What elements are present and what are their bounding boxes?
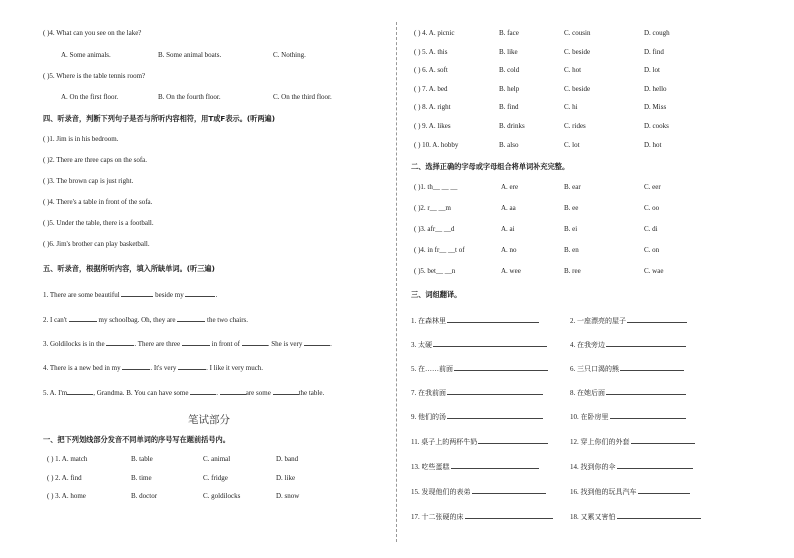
sec1-row-1-num: ( ) 1. A. match — [47, 455, 88, 463]
sec1-row-4-d: D. cough — [644, 29, 670, 37]
left-column — [0, 0, 395, 558]
answer-line[interactable] — [606, 387, 686, 395]
sec2-row-4-num: ( )4. in fr__ __t of — [414, 246, 465, 254]
sec1-row-10-d: D. hot — [644, 141, 662, 149]
sec1-row-1-b: B. table — [131, 455, 153, 463]
fill-blank[interactable] — [106, 338, 134, 346]
written-section-title: 笔试部分 — [188, 414, 230, 426]
sec1-row-2-b: B. time — [131, 474, 152, 482]
sec2-row-1-num: ( )1. th__ __ __ — [414, 183, 458, 191]
translate-item-16: 16. 找到他的玩具汽车 — [570, 486, 690, 497]
q5-option-a: A. On the first floor. — [61, 93, 119, 101]
fill-blank[interactable] — [220, 387, 246, 395]
question-5-stem: ( )5. Where is the table tennis room? — [43, 72, 146, 80]
sec2-row-3-c: C. di — [644, 225, 658, 233]
sec1-row-2-num: ( ) 2. A. find — [47, 474, 82, 482]
column-divider — [396, 22, 397, 542]
answer-line[interactable] — [631, 436, 695, 444]
sec2-row-4-a: A. no — [501, 246, 517, 254]
sec1-row-1-c: C. animal — [203, 455, 231, 463]
sec1-row-9-b: B. drinks — [499, 122, 525, 130]
sec1-row-1-d: D. band — [276, 455, 299, 463]
fill-blank[interactable] — [178, 362, 206, 370]
sec1-row-5-c: C. beside — [564, 48, 591, 56]
sec1-row-10-c: C. lot — [564, 141, 580, 149]
answer-line[interactable] — [472, 486, 546, 494]
sec1-row-5-num: ( ) 5. A. this — [414, 48, 448, 56]
sec1-row-4-num: ( ) 4. A. picnic — [414, 29, 455, 37]
section-1-title: 一、把下列划线部分发音不同单词的序号写在题前括号内。 — [43, 435, 230, 444]
sec2-row-1-c: C. eer — [644, 183, 661, 191]
sec2-row-4-b: B. en — [564, 246, 579, 254]
translate-item-11: 11. 桌子上的两杯牛奶 — [411, 436, 548, 447]
answer-line[interactable] — [478, 436, 548, 444]
fill-blank[interactable] — [182, 338, 210, 346]
sec1-row-5-b: B. like — [499, 48, 518, 56]
sec2-row-2-c: C. oo — [644, 204, 660, 212]
sec2-row-4-c: C. on — [644, 246, 660, 254]
sec2-row-3-a: A. ai — [501, 225, 515, 233]
sec1-row-2-d: D. like — [276, 474, 296, 482]
sec1-row-6-c: C. hot — [564, 66, 582, 74]
answer-line[interactable] — [451, 461, 539, 469]
sec1-row-6-b: B. cold — [499, 66, 520, 74]
sec5-line-3: 3. Goldilocks is in the . There are three in front of . She is very . — [43, 340, 332, 348]
translate-item-3: 3. 太硬 — [411, 339, 547, 350]
sec1-row-3-c: C. goldilocks — [203, 492, 241, 500]
answer-line[interactable] — [447, 315, 539, 323]
sec2-row-3-num: ( )3. afr__ __d — [414, 225, 455, 233]
fill-blank[interactable] — [190, 387, 216, 395]
answer-line[interactable] — [627, 315, 687, 323]
answer-line[interactable] — [620, 363, 684, 371]
answer-line[interactable] — [617, 461, 693, 469]
section-2-title: 二、选择正确的字母或字母组合将单词补充完整。 — [411, 162, 570, 171]
answer-line[interactable] — [433, 339, 547, 347]
section-4-title: 四、听录音，判断下列句子是否与所听内容相符，用T或F表示。(听两遍) — [43, 114, 276, 123]
fill-blank[interactable] — [67, 387, 93, 395]
answer-line[interactable] — [447, 411, 543, 419]
sec2-row-3-b: B. ei — [564, 225, 578, 233]
translate-item-18: 18. 又累又害怕 — [570, 511, 701, 522]
answer-line[interactable] — [465, 511, 553, 519]
sec1-row-8-b: B. find — [499, 103, 519, 111]
sec4-item-5: ( )5. Under the table, there is a football. — [43, 219, 154, 227]
section-3-title: 三、词组翻译。 — [411, 290, 462, 299]
sec2-row-5-num: ( )5. bet__ __n — [414, 267, 456, 275]
answer-line[interactable] — [606, 339, 686, 347]
q4-option-a: A. Some animals. — [61, 51, 111, 59]
sec1-row-3-b: B. doctor — [131, 492, 158, 500]
translate-item-9: 9. 他们的汤 — [411, 411, 543, 422]
fill-blank[interactable] — [121, 289, 153, 297]
sec1-row-8-num: ( ) 8. A. right — [414, 103, 451, 111]
sec1-row-8-c: C. hi — [564, 103, 578, 111]
q5-option-c: C. On the third floor. — [273, 93, 332, 101]
sec1-row-3-num: ( ) 3. A. home — [47, 492, 86, 500]
fill-blank[interactable] — [69, 314, 97, 322]
sec1-row-9-c: C. rides — [564, 122, 586, 130]
sec1-row-6-d: D. lot — [644, 66, 660, 74]
fill-blank[interactable] — [242, 338, 268, 346]
translate-item-14: 14. 找到你的伞 — [570, 461, 693, 472]
sec4-item-3: ( )3. The brown cap is just right. — [43, 177, 134, 185]
answer-line[interactable] — [638, 486, 690, 494]
sec2-row-1-a: A. ere — [501, 183, 519, 191]
translate-item-4: 4. 在我旁边 — [570, 339, 686, 350]
sec1-row-8-d: D. Miss — [644, 103, 667, 111]
translate-item-12: 12. 穿上你们的外套 — [570, 436, 695, 447]
translate-item-13: 13. 吃些蛋糕 — [411, 461, 539, 472]
sec2-row-2-num: ( )2. r__ __m — [414, 204, 451, 212]
answer-line[interactable] — [610, 411, 686, 419]
sec1-row-4-b: B. face — [499, 29, 519, 37]
q4-option-c: C. Nothing. — [273, 51, 306, 59]
sec1-row-5-d: D. find — [644, 48, 664, 56]
sec1-row-10-b: B. also — [499, 141, 519, 149]
translate-item-7: 7. 在我前面 — [411, 387, 543, 398]
translate-item-1: 1. 在森林里 — [411, 315, 539, 326]
translate-item-8: 8. 在她后面 — [570, 387, 686, 398]
sec1-row-6-num: ( ) 6. A. soft — [414, 66, 448, 74]
sec5-line-2: 2. I can't my schoolbag. Oh, they are the two chairs. — [43, 316, 249, 324]
sec2-row-5-a: A. wee — [501, 267, 521, 275]
sec1-row-10-num: ( ) 10. A. hobby — [414, 141, 459, 149]
sec1-row-9-d: D. cooks — [644, 122, 669, 130]
answer-line[interactable] — [454, 363, 548, 371]
section-5-title: 五、听录音，根据所听内容，填入所缺单词。(听三遍) — [43, 264, 215, 273]
fill-blank[interactable] — [185, 289, 215, 297]
sec1-row-7-d: D. hello — [644, 85, 667, 93]
sec2-row-5-c: C. wae — [644, 267, 664, 275]
fill-blank[interactable] — [177, 314, 205, 322]
sec2-row-2-b: B. ee — [564, 204, 579, 212]
translate-item-10: 10. 在卧房里 — [570, 411, 686, 422]
sec1-row-2-c: C. fridge — [203, 474, 228, 482]
q4-option-b: B. Some animal boats. — [158, 51, 222, 59]
right-column — [398, 0, 794, 558]
fill-blank[interactable] — [304, 338, 330, 346]
translate-item-6: 6. 三只口渴的熊 — [570, 363, 684, 374]
sec1-row-9-num: ( ) 9. A. likes — [414, 122, 451, 130]
answer-line[interactable] — [447, 387, 543, 395]
answer-line[interactable] — [617, 511, 701, 519]
sec2-row-5-b: B. ree — [564, 267, 581, 275]
sec4-item-4: ( )4. There's a table in front of the sofa. — [43, 198, 153, 206]
sec1-row-7-num: ( ) 7. A. bed — [414, 85, 448, 93]
sec2-row-2-a: A. aa — [501, 204, 516, 212]
sec1-row-7-c: C. beside — [564, 85, 591, 93]
fill-blank[interactable] — [122, 362, 150, 370]
q5-option-b: B. On the fourth floor. — [158, 93, 221, 101]
sec5-line-1: 1. There are some beautiful beside my . — [43, 291, 218, 299]
translate-item-2: 2. 一座漂亮的屋子 — [570, 315, 687, 326]
sec5-line-5: 5. A. I'm , Grandma. B. You can have some . are some the table. — [43, 389, 325, 397]
sec4-item-6: ( )6. Jim's brother can play basketball. — [43, 240, 150, 248]
sec1-row-7-b: B. help — [499, 85, 520, 93]
sec2-row-1-b: B. ear — [564, 183, 581, 191]
translate-item-5: 5. 在……前面 — [411, 363, 548, 374]
sec1-row-4-c: C. cousin — [564, 29, 591, 37]
translate-item-15: 15. 发现他们的表弟 — [411, 486, 546, 497]
sec4-item-1: ( )1. Jim is in his bedroom. — [43, 135, 119, 143]
sec1-row-3-d: D. snow — [276, 492, 300, 500]
translate-item-17: 17. 十二张硬的床 — [411, 511, 553, 522]
sec4-item-2: ( )2. There are three caps on the sofa. — [43, 156, 148, 164]
sec5-line-4: 4. There is a new bed in my . It's very . I like it very much. — [43, 364, 264, 372]
question-4-stem: ( )4. What can you see on the lake? — [43, 29, 142, 37]
fill-blank[interactable] — [273, 387, 299, 395]
